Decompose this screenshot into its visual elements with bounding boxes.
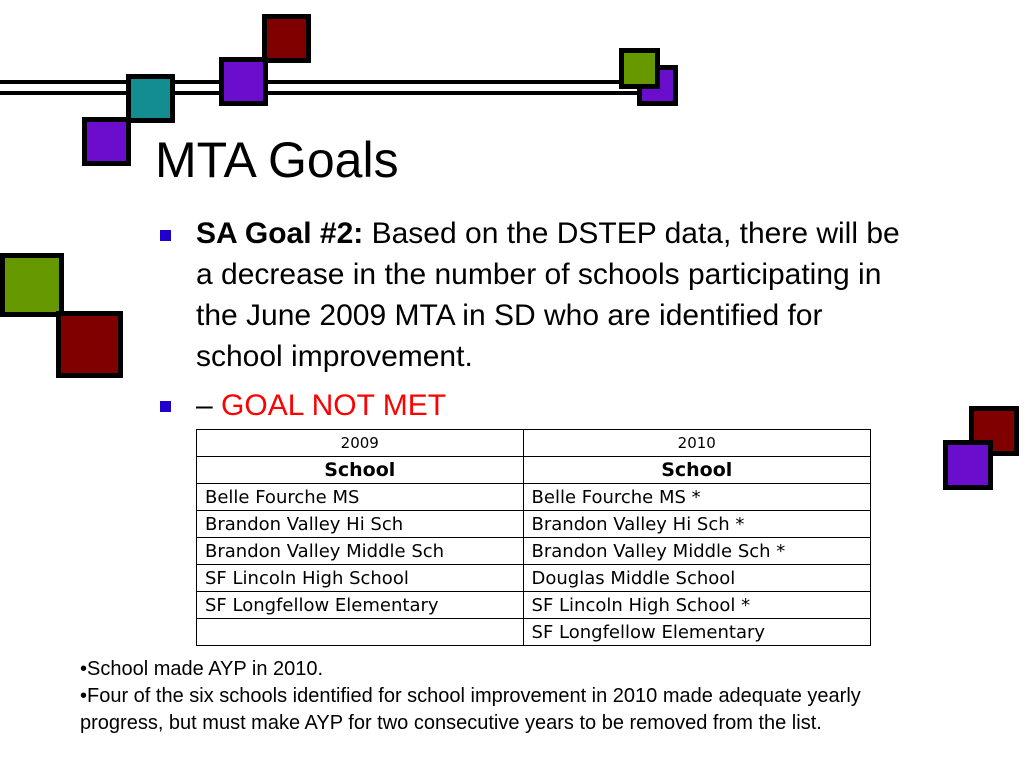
goal-text — [196, 213, 900, 377]
table-row — [197, 511, 871, 538]
goal-description: Based on the DSTEP data, there will be a decrease in the number of schools participating in the June 2009 MTA in SD who are identified for school improvement. — [196, 217, 900, 373]
table-row — [197, 484, 871, 511]
decor-square-teal — [126, 74, 175, 123]
table-cell: SF Longfellow Elementary — [197, 592, 524, 619]
table-cell: SF Lincoln High School * — [523, 592, 870, 619]
decor-square-purple-right — [943, 440, 993, 490]
table-row — [197, 565, 871, 592]
square-bullet-icon — [160, 401, 171, 412]
decor-line-top — [0, 80, 656, 84]
decor-square-green-left — [0, 253, 64, 317]
table-row — [197, 592, 871, 619]
year-2009-header: 2009 — [197, 430, 524, 457]
table-cell: Douglas Middle School — [523, 565, 870, 592]
table-cell: Brandon Valley Middle Sch * — [523, 538, 870, 565]
table-cell: Brandon Valley Hi Sch * — [523, 511, 870, 538]
footnote-ayp: •School made AYP in 2010. — [80, 658, 324, 680]
slide-title: MTA Goals — [155, 132, 399, 188]
table-header-row — [197, 457, 871, 484]
footnotes — [80, 656, 930, 737]
decor-square-maroon-left — [56, 311, 123, 378]
table-cell: Brandon Valley Hi Sch — [197, 511, 524, 538]
table-cell: Belle Fourche MS — [197, 484, 524, 511]
table-row — [197, 619, 871, 646]
decor-square-green-right-top — [619, 48, 660, 89]
decor-square-purple-left — [82, 117, 131, 166]
schools-table — [196, 429, 871, 646]
table-cell — [197, 619, 524, 646]
decor-square-purple-top — [219, 57, 268, 106]
square-bullet-icon — [160, 230, 171, 241]
decor-square-maroon-top — [262, 14, 311, 63]
goal-bullet — [160, 213, 900, 377]
school-header-2009: School — [197, 457, 524, 484]
status-text — [196, 385, 900, 426]
table-cell: Brandon Valley Middle Sch — [197, 538, 524, 565]
goal-status: GOAL NOT MET — [221, 389, 447, 422]
table-cell: SF Lincoln High School — [197, 565, 524, 592]
table-year-row — [197, 430, 871, 457]
table-cell: SF Longfellow Elementary — [523, 619, 870, 646]
table-cell: Belle Fourche MS * — [523, 484, 870, 511]
goal-label: SA Goal #2: — [196, 217, 364, 250]
table-row — [197, 538, 871, 565]
status-prefix: – — [196, 389, 222, 422]
status-bullet — [160, 385, 900, 426]
year-2010-header: 2010 — [523, 430, 870, 457]
decor-line-bottom — [0, 91, 656, 95]
footnote-improvement: •Four of the six schools identified for school improvement in 2010 made adequate yearly progress, but must make AYP for two consecutive years to be removed from the list. — [80, 685, 861, 734]
school-header-2010: School — [523, 457, 870, 484]
